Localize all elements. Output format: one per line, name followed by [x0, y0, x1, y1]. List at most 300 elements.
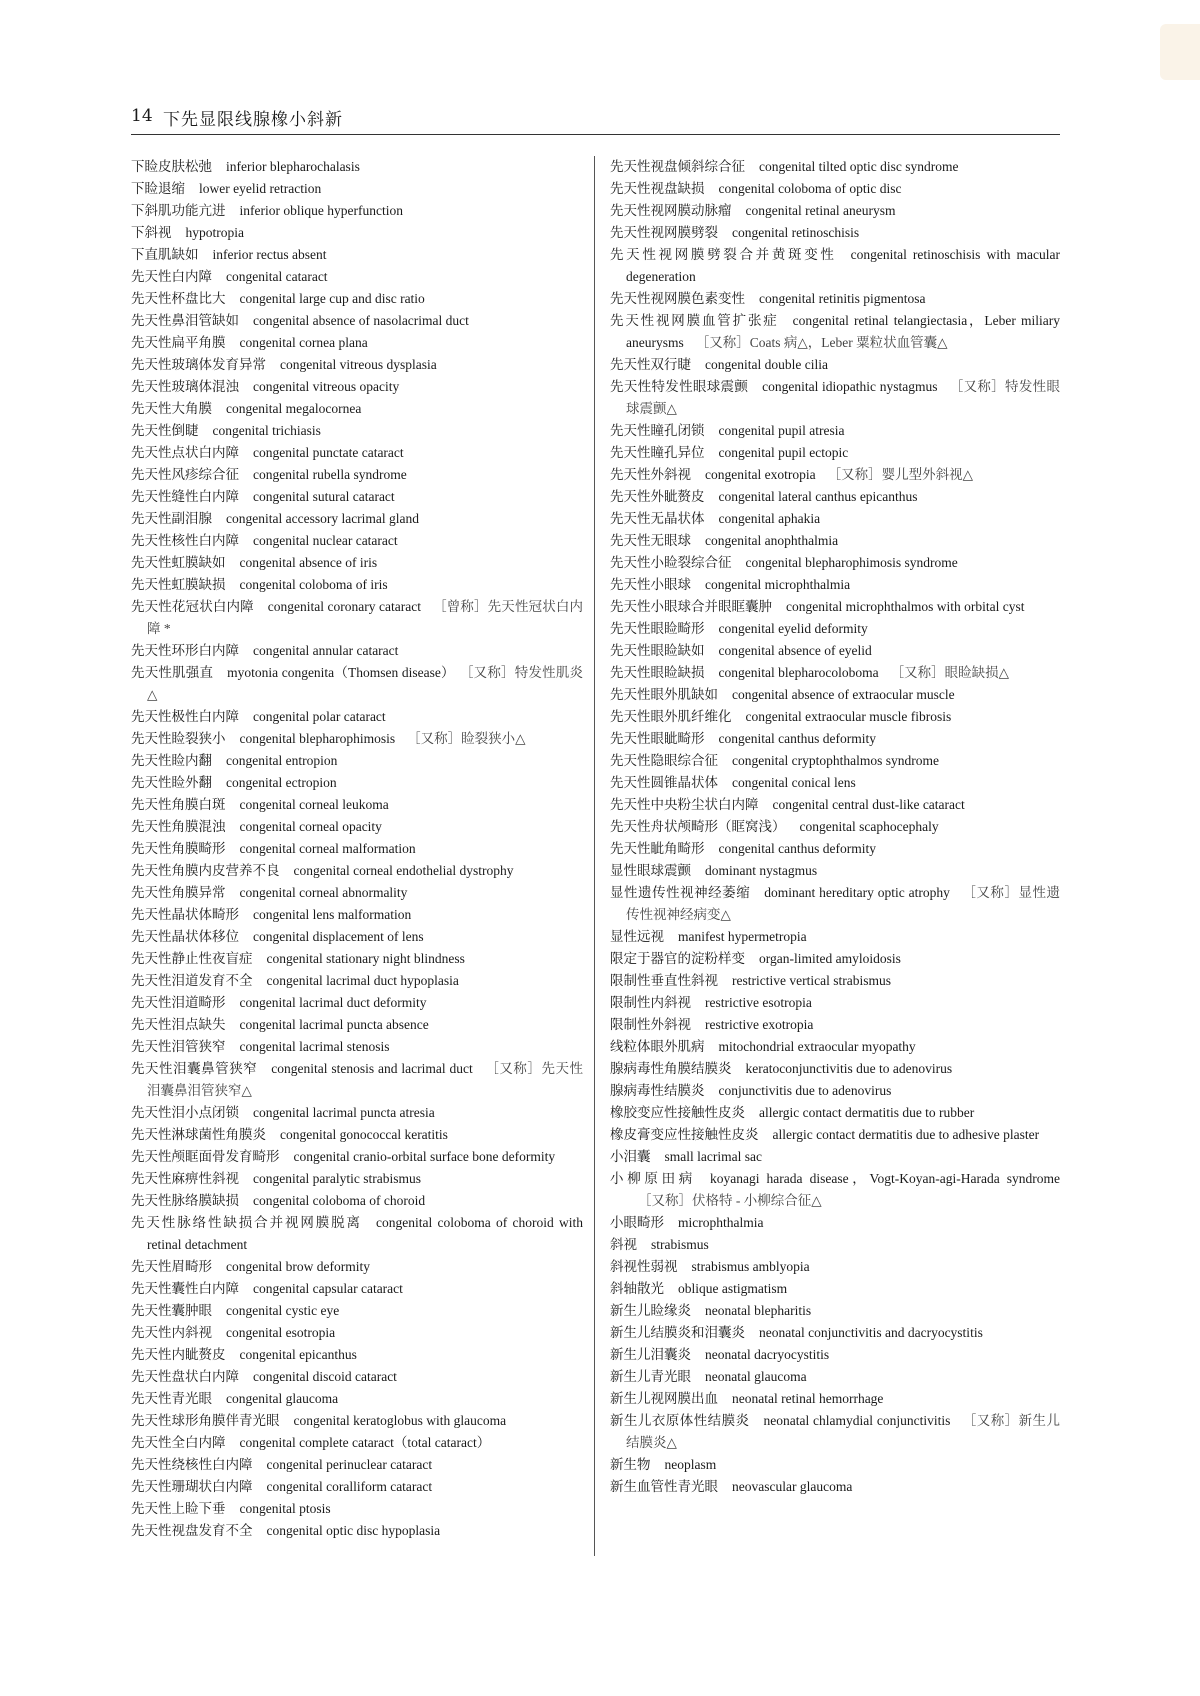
entry-term: 先天性上睑下垂 — [131, 1501, 226, 1517]
entry-translation: congenital coloboma of choroid with retinal detachment — [147, 1215, 584, 1252]
entry-translation: congenital esotropia — [226, 1325, 336, 1340]
entry-translation: neovascular glaucoma — [732, 1479, 853, 1494]
glossary-entry — [131, 508, 583, 530]
glossary-entry — [610, 1322, 1060, 1344]
glossary-entry — [131, 662, 583, 706]
entry-term: 橡皮膏变应性接触性皮炎 — [610, 1127, 759, 1143]
entry-term: 先天性眼外肌纤维化 — [610, 709, 732, 725]
entry-term: 小泪囊 — [610, 1149, 651, 1165]
entry-term: 先天性中央粉尘状白内障 — [610, 797, 759, 813]
entry-translation: congenital cataract — [226, 269, 328, 284]
entry-term: 先天性麻痹性斜视 — [131, 1171, 239, 1187]
entry-translation: hypotropia — [185, 225, 244, 240]
entry-term: 先天性舟状颅畸形（眶窝浅） — [610, 819, 786, 835]
glossary-entry — [131, 1190, 583, 1212]
entry-translation: congenital corneal endothelial dystrophy — [293, 863, 514, 878]
glossary-entry — [610, 1036, 1060, 1058]
entry-translation: congenital coloboma of choroid — [253, 1193, 426, 1208]
entry-term: 先天性晶状体移位 — [131, 929, 239, 945]
entry-translation: congenital aphakia — [718, 511, 821, 526]
glossary-entry — [610, 662, 1060, 684]
entry-translation: congenital perinuclear cataract — [266, 1457, 433, 1472]
entry-translation: congenital annular cataract — [253, 643, 399, 658]
glossary-entry — [610, 442, 1060, 464]
entry-translation: congenital absence of nasolacrimal duct — [253, 313, 469, 328]
glossary-entry — [610, 574, 1060, 596]
glossary-entry — [610, 816, 1060, 838]
entry-translation: congenital gonococcal keratitis — [280, 1127, 448, 1142]
entry-note: ［又称］睑裂狭小△ — [407, 731, 526, 746]
entry-term: 腺病毒性结膜炎 — [610, 1083, 705, 1099]
entry-translation: congenital canthus deformity — [718, 731, 876, 746]
glossary-entry — [610, 1300, 1060, 1322]
entry-translation: congenital coloboma of optic disc — [718, 181, 902, 196]
entry-term: 先天性泪点缺失 — [131, 1017, 226, 1033]
entry-translation: congenital discoid cataract — [253, 1369, 397, 1384]
entry-term: 先天性角膜异常 — [131, 885, 226, 901]
entry-term: 先天性晶状体畸形 — [131, 907, 239, 923]
glossary-entry — [610, 310, 1060, 354]
entry-translation: organ-limited amyloidosis — [759, 951, 901, 966]
entry-translation: congenital stenosis and lacrimal duct — [271, 1061, 473, 1076]
entry-translation: congenital megalocornea — [226, 401, 362, 416]
glossary-entry — [610, 486, 1060, 508]
entry-translation: conjunctivitis due to adenovirus — [718, 1083, 892, 1098]
glossary-entry — [131, 552, 583, 574]
glossary-entry — [131, 640, 583, 662]
glossary-entry — [131, 178, 583, 200]
entry-translation: neonatal retinal hemorrhage — [732, 1391, 884, 1406]
entry-term: 新生儿泪囊炎 — [610, 1347, 691, 1363]
entry-translation: congenital vitreous dysplasia — [280, 357, 437, 372]
entry-translation: congenital brow deformity — [226, 1259, 370, 1274]
entry-term: 先天性珊瑚状白内障 — [131, 1479, 253, 1495]
glossary-entry — [610, 1058, 1060, 1080]
entry-translation: congenital absence of eyelid — [718, 643, 872, 658]
glossary-entry — [131, 1212, 583, 1256]
entry-note: ［又称］先天性泪囊鼻泪管狭窄△ — [147, 1061, 584, 1098]
glossary-entry — [610, 860, 1060, 882]
entry-term: 先天性脉络性缺损合并视网膜脱离 — [131, 1215, 362, 1231]
entry-term: 下睑皮肤松弛 — [131, 159, 212, 175]
entry-term: 先天性睑裂狭小 — [131, 731, 226, 747]
entry-translation: neoplasm — [664, 1457, 717, 1472]
entry-term: 先天性无眼球 — [610, 533, 691, 549]
glossary-entry — [610, 1454, 1060, 1476]
glossary-entry — [131, 816, 583, 838]
glossary-entry — [131, 882, 583, 904]
glossary-entry — [131, 332, 583, 354]
entry-term: 先天性盘状白内障 — [131, 1369, 239, 1385]
glossary-entry — [610, 750, 1060, 772]
entry-translation: microphthalmia — [678, 1215, 764, 1230]
entry-term: 显性遗传性视神经萎缩 — [610, 885, 751, 901]
entry-term: 先天性鼻泪管缺如 — [131, 313, 239, 329]
glossary-entry — [610, 1146, 1060, 1168]
glossary-entry — [610, 1388, 1060, 1410]
entry-translation: congenital lacrimal puncta absence — [239, 1017, 429, 1032]
entry-translation: congenital pupil ectopic — [718, 445, 849, 460]
glossary-entry — [610, 684, 1060, 706]
entry-term: 先天性虹膜缺如 — [131, 555, 226, 571]
page-number: 14 — [131, 106, 153, 126]
glossary-entry — [131, 1344, 583, 1366]
entry-translation: congenital pupil atresia — [718, 423, 845, 438]
entry-translation: congenital anophthalmia — [705, 533, 839, 548]
glossary-entry — [131, 530, 583, 552]
glossary-entry — [131, 464, 583, 486]
glossary-entry — [131, 596, 583, 640]
entry-translation: congenital coralliform cataract — [266, 1479, 433, 1494]
glossary-entry — [131, 376, 583, 398]
entry-translation: congenital blepharophimosis — [239, 731, 396, 746]
entry-translation: inferior oblique hyperfunction — [239, 203, 403, 218]
entry-translation: congenital corneal abnormality — [239, 885, 408, 900]
entry-term: 先天性囊性白内障 — [131, 1281, 239, 1297]
entry-term: 先天性泪管狭窄 — [131, 1039, 226, 1055]
entry-translation: congenital ectropion — [226, 775, 337, 790]
entry-term: 先天性睑内翻 — [131, 753, 212, 769]
entry-translation: neonatal conjunctivitis and dacryocystitis — [759, 1325, 983, 1340]
entry-term: 新生儿青光眼 — [610, 1369, 691, 1385]
entry-term: 新生物 — [610, 1457, 651, 1473]
glossary-entry — [610, 992, 1060, 1014]
entry-term: 先天性白内障 — [131, 269, 212, 285]
glossary-entry — [131, 288, 583, 310]
entry-note: ［又称］伏格特 - 小柳综合征△ — [638, 1193, 822, 1208]
glossary-entry — [610, 596, 1060, 618]
entry-translation: congenital retinoschisis with macular degeneration — [626, 247, 1061, 284]
entry-translation: congenital paralytic strabismus — [253, 1171, 421, 1186]
glossary-entry — [610, 926, 1060, 948]
glossary-entry — [610, 882, 1060, 926]
entry-translation: congenital accessory lacrimal gland — [226, 511, 420, 526]
glossary-entry — [610, 1278, 1060, 1300]
entry-translation: congenital lens malformation — [253, 907, 412, 922]
glossary-entry — [610, 948, 1060, 970]
glossary-entry — [131, 1454, 583, 1476]
column-divider — [594, 156, 595, 1556]
entry-note: ［曾称］先天性冠状白内障 * — [147, 599, 584, 636]
entry-translation: congenital polar cataract — [253, 709, 386, 724]
entry-translation: congenital tilted optic disc syndrome — [759, 159, 959, 174]
entry-translation: dominant nystagmus — [705, 863, 818, 878]
entry-term: 限制性垂直性斜视 — [610, 973, 718, 989]
glossary-entry — [131, 574, 583, 596]
entry-term: 先天性视盘缺损 — [610, 181, 705, 197]
entry-translation: congenital retinoschisis — [732, 225, 860, 240]
entry-translation: small lacrimal sac — [664, 1149, 762, 1164]
entry-term: 先天性双行睫 — [610, 357, 691, 373]
entry-translation: congenital nuclear cataract — [253, 533, 398, 548]
entry-term: 先天性隐眼综合征 — [610, 753, 718, 769]
entry-translation: congenital displacement of lens — [253, 929, 424, 944]
entry-term: 先天性淋球菌性角膜炎 — [131, 1127, 266, 1143]
entry-note: ［又称］特发性肌炎△ — [147, 665, 584, 702]
entry-term: 先天性大角膜 — [131, 401, 212, 417]
entry-term: 先天性圆锥晶状体 — [610, 775, 718, 791]
glossary-entry — [131, 794, 583, 816]
entry-translation: restrictive exotropia — [705, 1017, 814, 1032]
entry-translation: congenital blepharocoloboma — [718, 665, 879, 680]
entry-translation: congenital blepharophimosis syndrome — [745, 555, 958, 570]
entry-term: 下斜肌功能亢进 — [131, 203, 226, 219]
glossary-entry — [131, 1300, 583, 1322]
entry-translation: congenital complete cataract（total cataract） — [239, 1435, 491, 1450]
glossary-entry — [131, 420, 583, 442]
entry-term: 先天性外斜视 — [610, 467, 691, 483]
entry-translation: strabismus — [651, 1237, 709, 1252]
glossary-entry — [131, 1388, 583, 1410]
glossary-entry — [131, 398, 583, 420]
glossary-entry — [610, 794, 1060, 816]
entry-translation: congenital retinal aneurysm — [745, 203, 896, 218]
glossary-entry — [610, 772, 1060, 794]
glossary-entry — [610, 1256, 1060, 1278]
glossary-entry — [131, 1498, 583, 1520]
entry-translation: congenital optic disc hypoplasia — [266, 1523, 441, 1538]
entry-note: ［又称］眼睑缺损△ — [890, 665, 1009, 680]
entry-term: 先天性视网膜血管扩张症 — [610, 313, 779, 329]
glossary-entry — [131, 1036, 583, 1058]
entry-term: 下睑退缩 — [131, 181, 185, 197]
entry-translation: congenital coloboma of iris — [239, 577, 388, 592]
entry-translation: congenital ptosis — [239, 1501, 331, 1516]
entry-term: 新生儿睑缘炎 — [610, 1303, 691, 1319]
entry-note: ［又称］Coats 病△，Leber 粟粒状血管囊△ — [695, 335, 948, 350]
glossary-entry — [131, 1014, 583, 1036]
glossary-entry — [610, 1366, 1060, 1388]
glossary-entry — [131, 728, 583, 750]
glossary-entry — [131, 1476, 583, 1498]
entry-term: 先天性倒睫 — [131, 423, 199, 439]
entry-translation: congenital absence of iris — [239, 555, 378, 570]
entry-term: 新生血管性青光眼 — [610, 1479, 718, 1495]
entry-term: 先天性全白内障 — [131, 1435, 226, 1451]
entry-translation: congenital corneal opacity — [239, 819, 382, 834]
entry-note: ［又称］显性遗传性视神经病变△ — [626, 885, 1061, 922]
page-corner-tab — [1160, 24, 1200, 80]
glossary-entry — [131, 266, 583, 288]
entry-term: 斜视 — [610, 1237, 637, 1253]
entry-translation: myotonia congenita（Thomsen disease） — [227, 665, 455, 680]
entry-translation: congenital stationary night blindness — [266, 951, 465, 966]
entry-term: 先天性虹膜缺损 — [131, 577, 226, 593]
entry-term: 橡胶变应性接触性皮炎 — [610, 1105, 745, 1121]
entry-term: 先天性角膜内皮营养不良 — [131, 863, 280, 879]
entry-translation: congenital capsular cataract — [253, 1281, 403, 1296]
entry-translation: congenital large cup and disc ratio — [239, 291, 425, 306]
glossary-entry — [610, 1168, 1060, 1212]
entry-term: 先天性脉络膜缺损 — [131, 1193, 239, 1209]
glossary-entry — [131, 1058, 583, 1102]
entry-term: 先天性泪小点闭锁 — [131, 1105, 239, 1121]
entry-term: 下直肌缺如 — [131, 247, 199, 263]
entry-translation: neonatal blepharitis — [705, 1303, 812, 1318]
entry-term: 先天性泪囊鼻管狭窄 — [131, 1061, 258, 1077]
entry-translation: lower eyelid retraction — [199, 181, 322, 196]
entry-term: 先天性眦角畸形 — [610, 841, 705, 857]
entry-term: 先天性小睑裂综合征 — [610, 555, 732, 571]
entry-translation: congenital microphthalmia — [705, 577, 851, 592]
entry-term: 先天性囊肿眼 — [131, 1303, 212, 1319]
glossary-entry — [610, 1014, 1060, 1036]
entry-translation: congenital sutural cataract — [253, 489, 395, 504]
glossary-entry — [131, 706, 583, 728]
glossary-entry — [131, 860, 583, 882]
entry-translation: congenital vitreous opacity — [253, 379, 400, 394]
glossary-entry — [610, 354, 1060, 376]
entry-term: 腺病毒性角膜结膜炎 — [610, 1061, 732, 1077]
entry-term: 先天性眼外肌缺如 — [610, 687, 718, 703]
entry-term: 先天性副泪腺 — [131, 511, 212, 527]
glossary-entry — [131, 926, 583, 948]
entry-translation: koyanagi harada disease，Vogt-Koyan-agi-Harada syndrome — [710, 1171, 1061, 1186]
entry-translation: congenital cystic eye — [226, 1303, 340, 1318]
entry-term: 先天性缝性白内障 — [131, 489, 239, 505]
entry-term: 小柳原田病 — [610, 1171, 696, 1187]
entry-translation: congenital lacrimal stenosis — [239, 1039, 390, 1054]
entry-term: 先天性内眦赘皮 — [131, 1347, 226, 1363]
entry-translation: congenital conical lens — [732, 775, 856, 790]
entry-translation: mitochondrial extraocular myopathy — [718, 1039, 916, 1054]
glossary-entry — [610, 552, 1060, 574]
entry-translation: inferior rectus absent — [212, 247, 327, 262]
entry-translation: congenital absence of extraocular muscle — [732, 687, 955, 702]
entry-translation: congenital exotropia — [705, 467, 816, 482]
entry-translation: congenital cranio-orbital surface bone deformity — [293, 1149, 556, 1164]
entry-translation: keratoconjunctivitis due to adenovirus — [745, 1061, 953, 1076]
entry-term: 先天性青光眼 — [131, 1391, 212, 1407]
entry-term: 先天性眼睑缺损 — [610, 665, 705, 681]
glossary-entry — [610, 1410, 1060, 1454]
entry-term: 先天性睑外翻 — [131, 775, 212, 791]
glossary-entry — [610, 970, 1060, 992]
entry-term: 先天性内斜视 — [131, 1325, 212, 1341]
entry-translation: congenital keratoglobus with glaucoma — [293, 1413, 507, 1428]
entry-term: 先天性视网膜色素变性 — [610, 291, 745, 307]
entry-translation: congenital trichiasis — [212, 423, 321, 438]
entry-translation: neonatal glaucoma — [705, 1369, 807, 1384]
section-title: 下先显限线腺橡小斜新 — [163, 110, 343, 130]
entry-translation: congenital lateral canthus epicanthus — [718, 489, 918, 504]
glossary-entry — [131, 1520, 583, 1542]
glossary-entry — [610, 1124, 1060, 1146]
entry-term: 先天性扁平角膜 — [131, 335, 226, 351]
entry-term: 先天性角膜畸形 — [131, 841, 226, 857]
entry-term: 先天性视网膜劈裂合并黄斑变性 — [610, 247, 837, 263]
glossary-entry — [131, 156, 583, 178]
glossary-entry — [610, 530, 1060, 552]
entry-term: 先天性无晶状体 — [610, 511, 705, 527]
glossary-entry — [131, 354, 583, 376]
entry-term: 先天性眼睑缺如 — [610, 643, 705, 659]
entry-term: 先天性角膜白斑 — [131, 797, 226, 813]
entry-term: 线粒体眼外肌病 — [610, 1039, 705, 1055]
entry-term: 先天性环形白内障 — [131, 643, 239, 659]
left-column — [131, 156, 583, 1542]
glossary-entry — [610, 464, 1060, 486]
entry-term: 先天性外眦赘皮 — [610, 489, 705, 505]
entry-term: 先天性眼眦畸形 — [610, 731, 705, 747]
glossary-entry — [610, 244, 1060, 288]
entry-translation: congenital lacrimal duct hypoplasia — [266, 973, 459, 988]
entry-term: 先天性球形角膜伴青光眼 — [131, 1413, 280, 1429]
entry-term: 新生儿衣原体性结膜炎 — [610, 1413, 750, 1429]
entry-term: 先天性玻璃体混浊 — [131, 379, 239, 395]
glossary-entry — [131, 1322, 583, 1344]
glossary-entry — [610, 706, 1060, 728]
entry-term: 先天性瞳孔异位 — [610, 445, 705, 461]
entry-note: ［又称］婴儿型外斜视△ — [827, 467, 973, 482]
entry-term: 先天性小眼球合并眼眶囊肿 — [610, 599, 772, 615]
entry-translation: congenital glaucoma — [226, 1391, 339, 1406]
entry-term: 下斜视 — [131, 225, 172, 241]
glossary-entry — [131, 1146, 583, 1168]
entry-translation: dominant hereditary optic atrophy — [764, 885, 950, 900]
glossary-entry — [131, 486, 583, 508]
entry-translation: oblique astigmatism — [678, 1281, 788, 1296]
entry-translation: congenital microphthalmos with orbital cyst — [786, 599, 1025, 614]
entry-translation: restrictive esotropia — [705, 995, 812, 1010]
entry-translation: allergic contact dermatitis due to adhesive plaster — [772, 1127, 1040, 1142]
entry-term: 先天性视网膜动脉瘤 — [610, 203, 732, 219]
entry-translation: congenital retinitis pigmentosa — [759, 291, 926, 306]
glossary-entry — [131, 750, 583, 772]
entry-translation: congenital lacrimal puncta atresia — [253, 1105, 435, 1120]
glossary-entry — [610, 1102, 1060, 1124]
entry-translation: congenital eyelid deformity — [718, 621, 868, 636]
entry-term: 小眼畸形 — [610, 1215, 664, 1231]
entry-term: 显性眼球震颤 — [610, 863, 691, 879]
entry-translation: manifest hypermetropia — [678, 929, 807, 944]
entry-term: 先天性角膜混浊 — [131, 819, 226, 835]
entry-translation: neonatal chlamydial conjunctivitis — [763, 1413, 951, 1428]
glossary-entry — [131, 970, 583, 992]
glossary-entry — [610, 618, 1060, 640]
entry-translation: allergic contact dermatitis due to rubber — [759, 1105, 975, 1120]
entry-translation: congenital rubella syndrome — [253, 467, 407, 482]
glossary-entry — [610, 728, 1060, 750]
glossary-entry — [610, 156, 1060, 178]
entry-translation: congenital entropion — [226, 753, 338, 768]
glossary-entry — [131, 200, 583, 222]
entry-translation: congenital extraocular muscle fibrosis — [745, 709, 952, 724]
glossary-entry — [610, 1212, 1060, 1234]
glossary-entry — [131, 244, 583, 266]
entry-term: 先天性绕核性白内障 — [131, 1457, 253, 1473]
entry-translation: congenital corneal leukoma — [239, 797, 389, 812]
entry-translation: congenital punctate cataract — [253, 445, 404, 460]
glossary-entry — [131, 442, 583, 464]
entry-term: 先天性泪道发育不全 — [131, 973, 253, 989]
entry-term: 先天性特发性眼球震颤 — [610, 379, 749, 395]
glossary-entry — [610, 838, 1060, 860]
entry-term: 显性远视 — [610, 929, 664, 945]
entry-term: 斜视性弱视 — [610, 1259, 678, 1275]
page-header — [131, 104, 1060, 135]
entry-translation: strabismus amblyopia — [691, 1259, 810, 1274]
glossary-entry — [610, 1080, 1060, 1102]
entry-translation: congenital retinal telangiectasia，Leber miliary aneurysms — [626, 313, 1061, 350]
right-column — [610, 156, 1060, 1498]
glossary-entry — [131, 310, 583, 332]
entry-term: 先天性点状白内障 — [131, 445, 239, 461]
glossary-entry — [610, 288, 1060, 310]
entry-translation: congenital corneal malformation — [239, 841, 416, 856]
entry-term: 先天性视网膜劈裂 — [610, 225, 718, 241]
entry-translation: congenital idiopathic nystagmus — [762, 379, 938, 394]
